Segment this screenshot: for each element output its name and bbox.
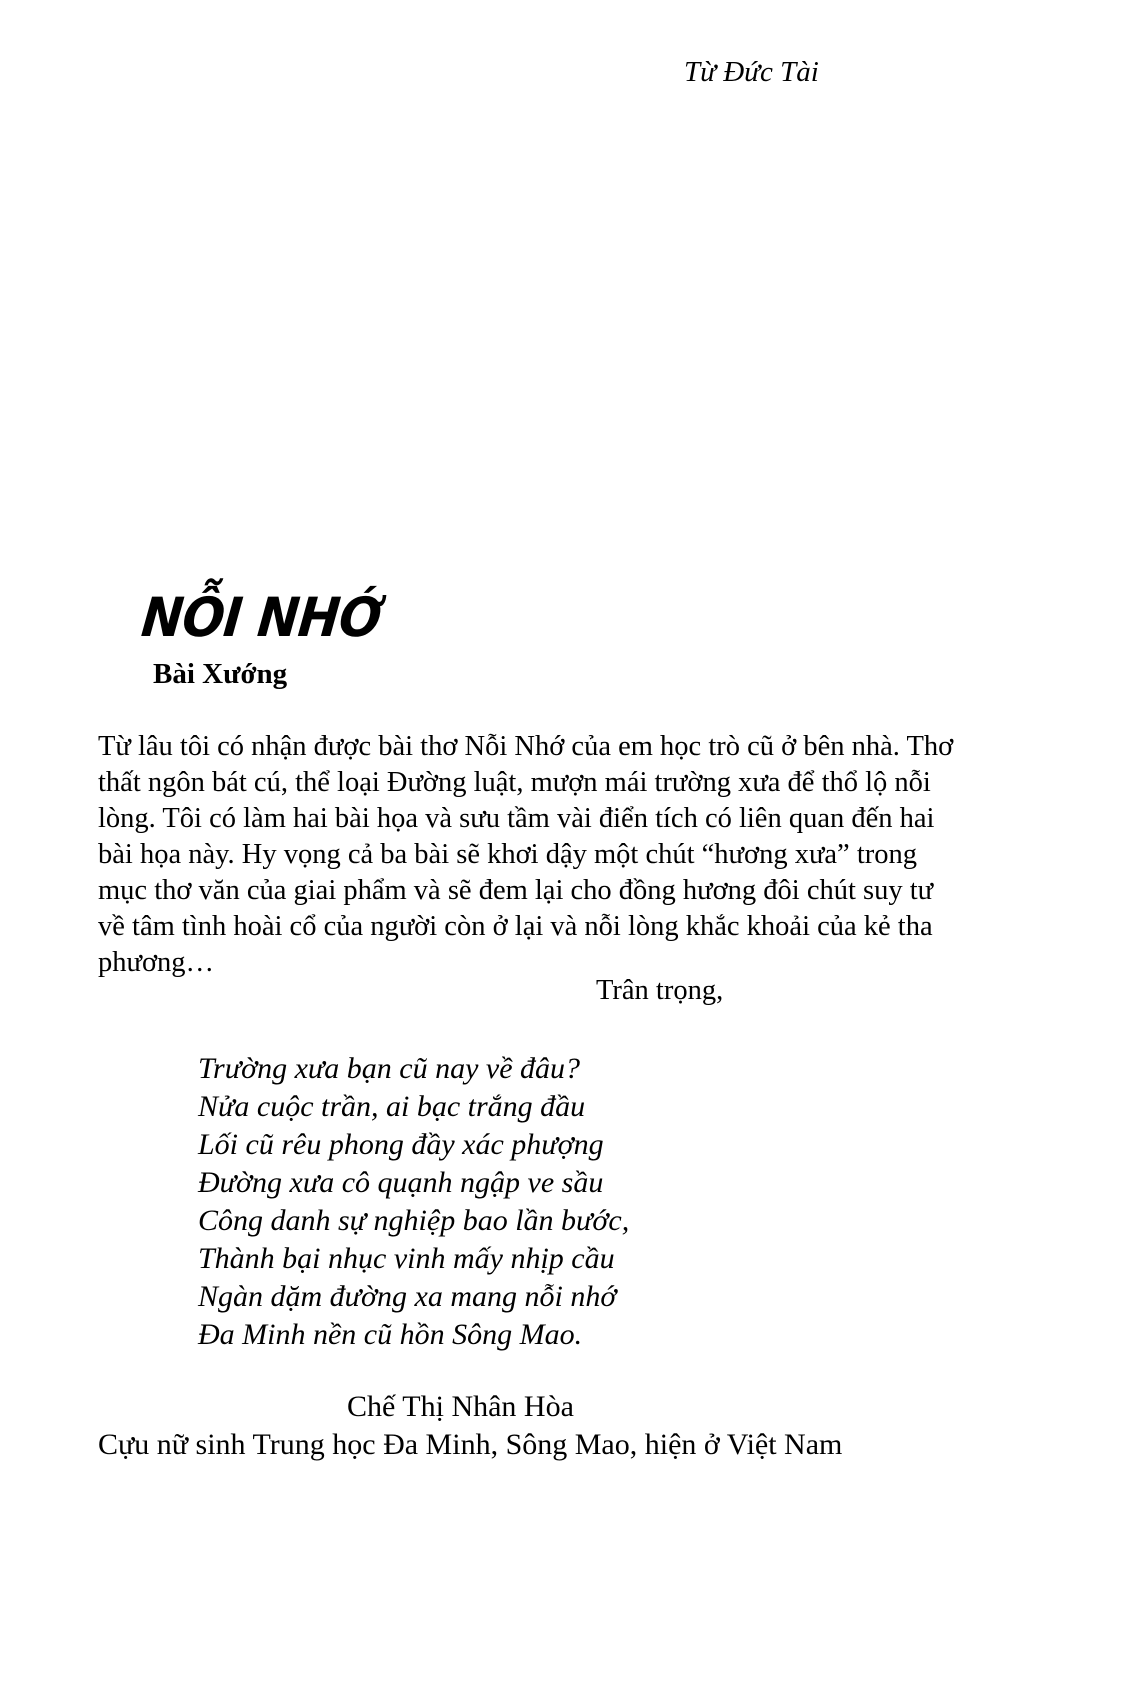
page-header-author: Từ Đức Tài [684, 56, 819, 88]
closing-salutation: Trân trọng, [596, 975, 724, 1006]
poem-line: Trường xưa bạn cũ nay về đâu? [198, 1052, 581, 1085]
poem-line: Ngàn dặm đường xa mang nỗi nhớ [198, 1280, 617, 1313]
poem-line: Thành bại nhục vinh mấy nhịp cầu [198, 1242, 615, 1275]
intro-line: lòng. Tôi có làm hai bài họa và sưu tầm vài điển tích có liên quan đến hai [98, 803, 935, 834]
intro-line: mục thơ văn của giai phẩm và sẽ đem lại cho đồng hương đôi chút suy tư [98, 875, 934, 906]
intro-line: bài họa này. Hy vọng cả ba bài sẽ khơi dậy một chút “hương xưa” trong [98, 839, 917, 870]
intro-line: về tâm tình hoài cổ của người còn ở lại và nỗi lòng khắc khoải của kẻ tha [98, 911, 933, 942]
poem-line: Công danh sự nghiệp bao lần bước, [198, 1204, 630, 1237]
intro-line: Từ lâu tôi có nhận được bài thơ Nỗi Nhớ của em học trò cũ ở bên nhà. Thơ [98, 731, 954, 762]
poet-description: Cựu nữ sinh Trung học Đa Minh, Sông Mao, hiện ở Việt Nam [98, 1428, 843, 1461]
intro-paragraph [98, 729, 1038, 981]
article-subtitle: Bài Xướng [153, 658, 288, 690]
poem-line: Lối cũ rêu phong đầy xác phượng [198, 1128, 604, 1161]
poem-line: Đa Minh nền cũ hồn Sông Mao. [198, 1318, 583, 1351]
intro-line: thất ngôn bát cú, thể loại Đường luật, mượn mái trường xưa để thổ lộ nỗi [98, 767, 931, 798]
poem-line: Đường xưa cô quạnh ngập ve sầu [198, 1166, 604, 1199]
poem-stanza [198, 1050, 629, 1354]
article-title: NỖI NHỚ [138, 586, 384, 649]
intro-line: phương… [98, 947, 215, 978]
poet-name: Chế Thị Nhân Hòa [347, 1390, 574, 1423]
poem-line: Nửa cuộc trần, ai bạc trắng đầu [198, 1090, 586, 1123]
